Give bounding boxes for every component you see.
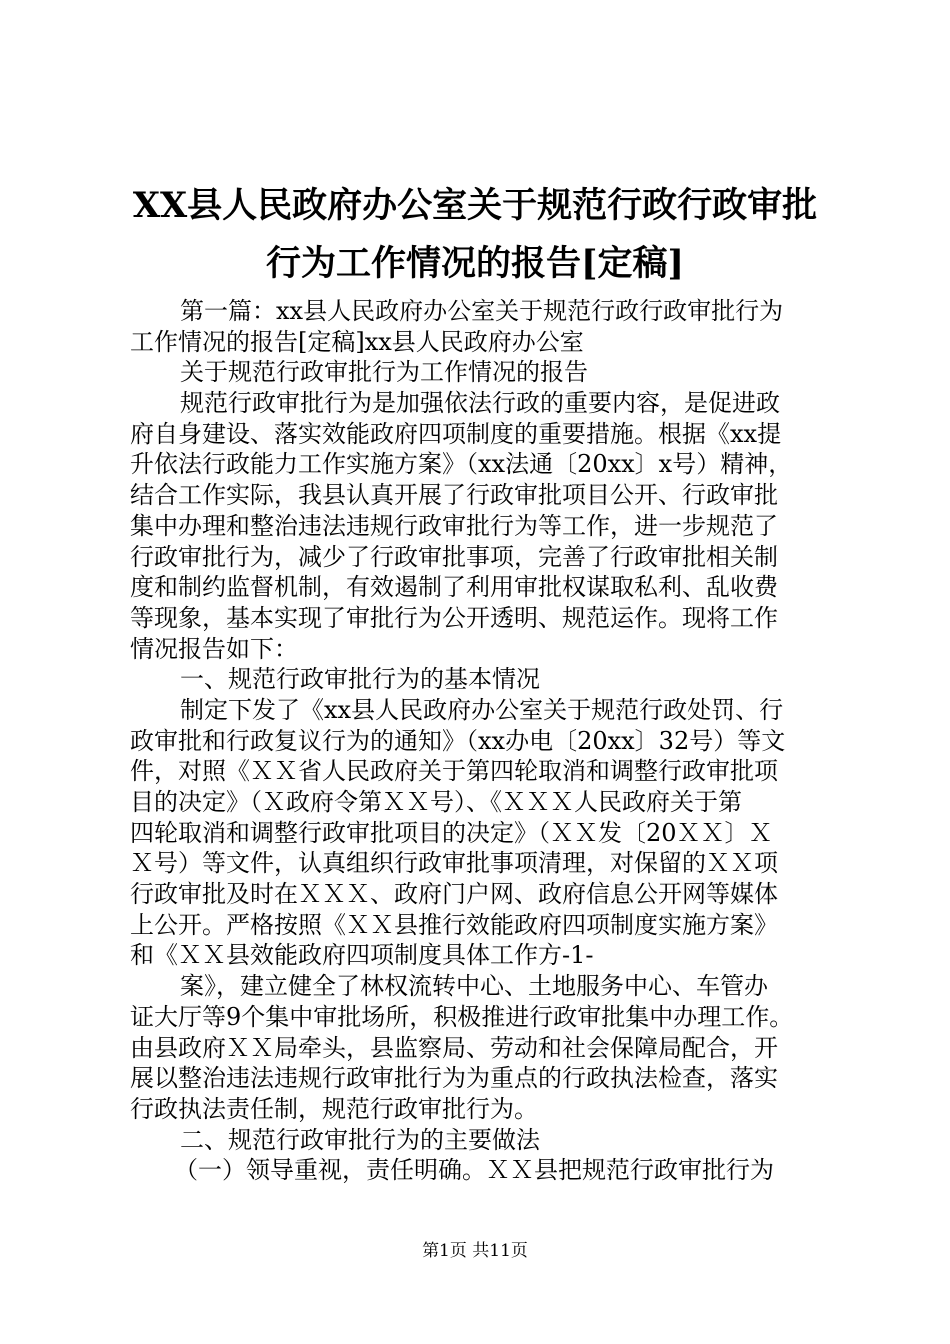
body-line: 一、规范行政审批行为的基本情况 [180,665,540,694]
body-line: 由县政府ＸＸ局牵头，县监察局、劳动和社会保障局配合，开 [130,1033,778,1062]
body-line: Ｘ号）等文件，认真组织行政审批事项清理，对保留的ＸＸ项 [130,849,778,878]
body-line: 府自身建设、落实效能政府四项制度的重要措施。根据《xx提 [130,419,782,448]
body-line: 第一篇：xx县人民政府办公室关于规范行政行政审批行为 [180,297,784,325]
body-line: 展以整治违法违规行政审批行为为重点的行政执法检查，落实 [130,1064,778,1093]
body-line: 工作情况的报告[定稿]xx县人民政府办公室 [130,327,584,356]
body-line: 件，对照《ＸＸ省人民政府关于第四轮取消和调整行政审批项 [130,757,778,786]
document-title-line-1: XX县人民政府办公室关于规范行政行政审批 [132,185,818,226]
body-line: 结合工作实际，我县认真开展了行政审批项目公开、行政审批 [130,481,778,510]
body-line: 二、规范行政审批行为的主要做法 [180,1125,540,1154]
body-line: 四轮取消和调整行政审批项目的决定》（ＸＸ发〔20ＸＸ〕Ｘ [130,818,773,847]
body-line: 关于规范行政审批行为工作情况的报告 [180,358,588,387]
body-line: 度和制约监督机制，有效遏制了利用审批权谋取私利、乱收费 [130,573,778,602]
body-line: 升依法行政能力工作实施方案》（xx法通〔20xx〕x号）精神， [130,450,793,479]
body-line: 集中办理和整治违法违规行政审批行为等工作，进一步规范了 [130,511,778,540]
body-line: 行政审批及时在ＸＸＸ、政府门户网、政府信息公开网等媒体 [130,880,778,909]
body-line: 行政执法责任制，规范行政审批行为。 [130,1094,538,1123]
body-line: 政审批和行政复议行为的通知》（xx办电〔20xx〕32号）等文 [130,726,786,755]
body-line: 上公开。严格按照《ＸＸ县推行效能政府四项制度实施方案》 [130,910,778,939]
page-footer: 第1页 共11页 [422,1241,528,1261]
document-body [130,296,830,1186]
body-line: 和《ＸＸ县效能政府四项制度具体工作方-1- [130,941,594,970]
body-line: （一）领导重视，责任明确。ＸＸ县把规范行政审批行为 [174,1156,774,1185]
body-line: 等现象，基本实现了审批行为公开透明、规范运作。现将工作 [130,603,778,632]
body-line: 证大厅等9个集中审批场所，积极推进行政审批集中办理工作。 [130,1002,794,1031]
body-line: 案》，建立健全了林权流转中心、土地服务中心、车管办 [180,972,768,1001]
body-line: 行政审批行为，减少了行政审批事项，完善了行政审批相关制 [130,542,778,571]
body-line: 目的决定》（Ｘ政府令第ＸＸ号）、《ＸＸＸ人民政府关于第 [130,788,742,816]
body-line: 情况报告如下： [130,634,298,663]
document-title-line-2: 行为工作情况的报告[定稿] [265,243,685,284]
body-line: 制定下发了《xx县人民政府办公室关于规范行政处罚、行 [180,695,784,724]
body-line: 规范行政审批行为是加强依法行政的重要内容，是促进政 [180,389,780,418]
